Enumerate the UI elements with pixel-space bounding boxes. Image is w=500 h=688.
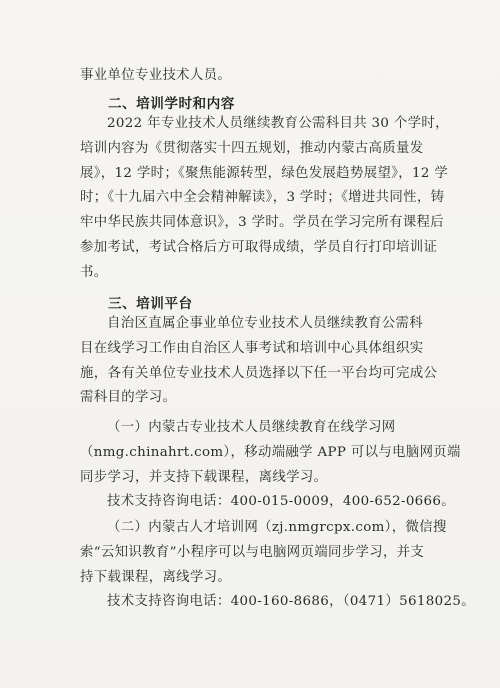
platform-2-line: （二）内蒙古人才培训网（zj.nmgrcpx.com），微信搜 bbox=[107, 520, 447, 535]
platform-1-line: （一）内蒙古专业技术人员继续教育在线学习网 bbox=[107, 420, 396, 435]
section-3-heading: 三、培训平台 bbox=[108, 296, 193, 312]
section-2-line: 参加考试，考试合格后方可取得成绩，学员自行打印培训证 bbox=[80, 239, 438, 255]
section-2-line: 培训内容为《贯彻落实十四五规划，推动内蒙古高质量发 bbox=[80, 140, 424, 156]
section-3-body bbox=[80, 312, 438, 411]
intro-tail-text: 事业单位专业技术人员。 bbox=[80, 68, 232, 83]
section-2-line: 牢中华民族共同体意识》，3 学时。学员在学习完所有课程后 bbox=[80, 215, 445, 231]
section-2-body bbox=[80, 112, 449, 286]
section-2-line: 展》，12 学时；《聚焦能源转型，绿色发展趋势展望》，12 学 bbox=[80, 165, 449, 181]
platform-1-body bbox=[80, 416, 461, 515]
platform-1-support-phone: 技术支持咨询电话：400-015-0009，400-652-0666。 bbox=[107, 494, 456, 510]
platform-2-support-phone: 技术支持咨询电话：400-160-8686，（0471）5618025。 bbox=[107, 594, 475, 610]
section-3-line: 自治区直属企事业单位专业技术人员继续教育公需科 bbox=[107, 316, 424, 331]
section-3-line: 目在线学习工作由自治区人事考试和培训中心具体组织实 bbox=[80, 340, 424, 356]
platform-2-line: 持下载课程，离线学习。 bbox=[80, 569, 232, 585]
platform-1-line: （nmg.chinahrt.com），移动端融学 APP 可以与电脑网页端 bbox=[80, 444, 461, 460]
platform-2-line: 索“云知识教育”小程序可以与电脑网页端同步学习，并支 bbox=[80, 544, 425, 560]
section-2-line: 时；《十九届六中全会精神解读》，3 学时；《增进共同性，铸 bbox=[80, 190, 445, 206]
section-2-line: 书。 bbox=[80, 264, 108, 280]
section-2-heading: 二、培训学时和内容 bbox=[108, 96, 235, 112]
section-3-line: 施，各有关单位专业技术人员选择以下任一平台均可完成公 bbox=[80, 365, 438, 381]
section-2-line: 2022 年专业技术人员继续教育公需科目共 30 个学时， bbox=[107, 116, 449, 131]
platform-1-line: 同步学习，并支持下载课程，离线学习。 bbox=[80, 469, 328, 485]
platform-2-body bbox=[80, 516, 475, 615]
section-3-line: 需科目的学习。 bbox=[80, 390, 177, 406]
